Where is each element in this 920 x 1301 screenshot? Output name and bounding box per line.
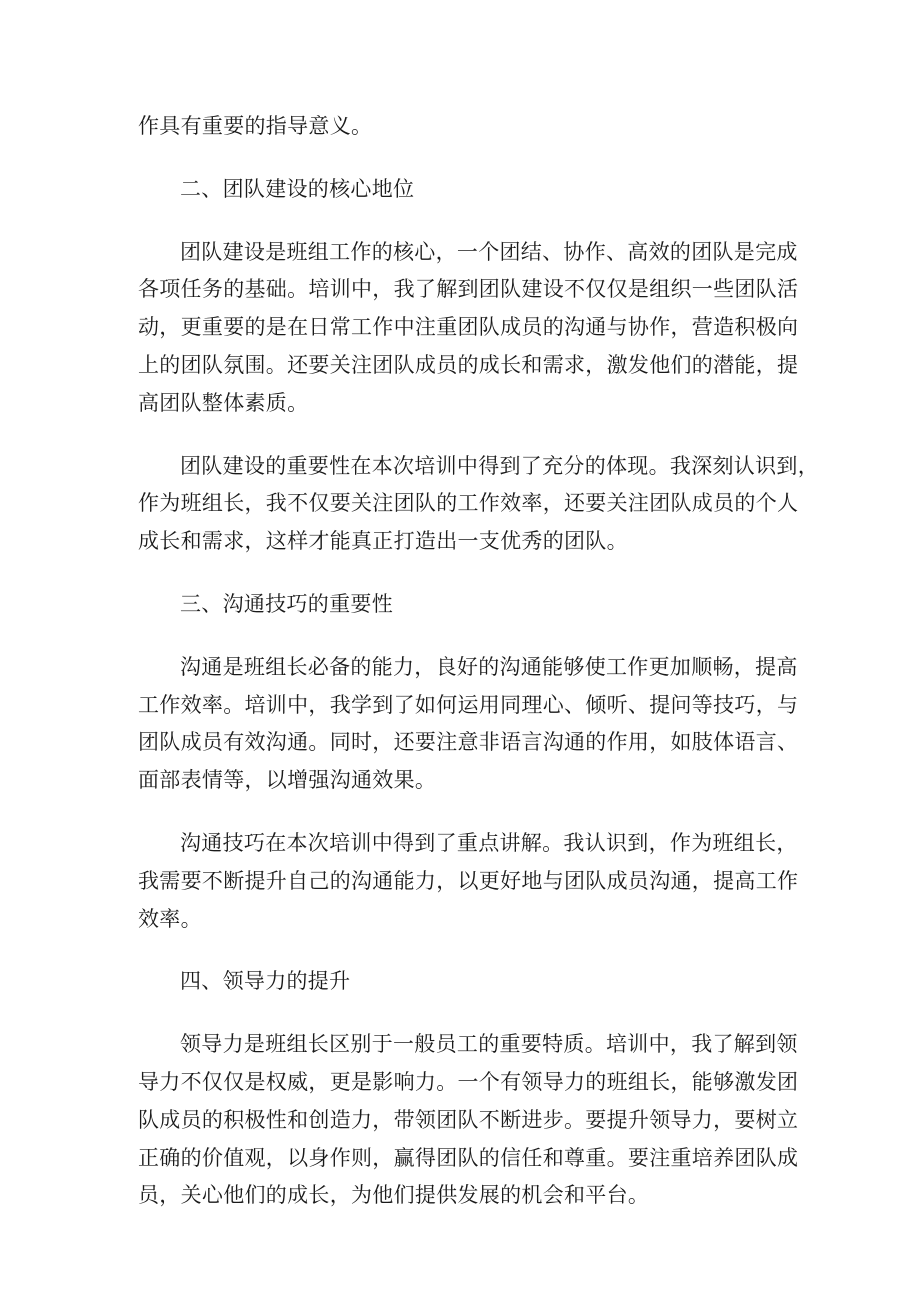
paragraph-line: 面部表情等，以增强沟通效果。 — [138, 768, 437, 793]
paragraph-line: 成长和需求，这样才能真正打造出一支优秀的团队。 — [138, 529, 628, 554]
paragraph-line: 团队建设是班组工作的核心，一个团结、协作、高效的团队是完成 — [180, 239, 798, 264]
section-heading-team-building: 二、团队建设的核心地位 — [180, 176, 415, 201]
paragraph-line: 沟通技巧在本次培训中得到了重点讲解。我认识到，作为班组长， — [180, 830, 798, 855]
paragraph-line: 团队建设的重要性在本次培训中得到了充分的体现。我深刻认识到， — [180, 453, 819, 478]
section-heading-communication: 三、沟通技巧的重要性 — [180, 591, 393, 616]
paragraph-line: 各项任务的基础。培训中，我了解到团队建设不仅仅是组织一些团队活 — [138, 277, 799, 302]
paragraph-line: 员，关心他们的成长，为他们提供发展的机会和平台。 — [138, 1183, 650, 1208]
paragraph-line: 我需要不断提升自己的沟通能力，以更好地与团队成员沟通，提高工作 — [138, 868, 799, 893]
paragraph-line: 沟通是班组长必备的能力，良好的沟通能够使工作更加顺畅，提高 — [180, 654, 798, 679]
paragraph-leadership-1 — [138, 1026, 799, 1215]
paragraph-team-building-2 — [138, 448, 819, 561]
continuation-line: 作具有重要的指导意义。 — [138, 114, 373, 138]
paragraph-communication-1 — [138, 649, 799, 800]
paragraph-line: 效率。 — [138, 906, 202, 931]
paragraph-line: 上的团队氛围。还要关注团队成员的成长和需求，激发他们的潜能，提 — [138, 352, 799, 377]
paragraph-line: 队成员的积极性和创造力，带领团队不断进步。要提升领导力，要树立 — [138, 1107, 799, 1132]
paragraph-line: 团队成员有效沟通。同时，还要注意非语言沟通的作用，如肢体语言、 — [138, 730, 799, 755]
paragraph-line: 作为班组长，我不仅要关注团队的工作效率，还要关注团队成员的个人 — [138, 491, 799, 516]
paragraph-line: 导力不仅仅是权威，更是影响力。一个有领导力的班组长，能够激发团 — [138, 1069, 799, 1094]
section-heading-leadership: 四、领导力的提升 — [180, 969, 351, 994]
paragraph-team-building-1 — [138, 234, 799, 423]
document-body — [138, 108, 819, 1215]
paragraph-line: 工作效率。培训中，我学到了如何运用同理心、倾听、提问等技巧，与 — [138, 692, 799, 717]
paragraph-communication-2 — [138, 825, 799, 938]
paragraph-line: 高团队整体素质。 — [138, 390, 309, 415]
paragraph-line: 正确的价值观，以身作则，赢得团队的信任和尊重。要注重培养团队成 — [138, 1145, 799, 1170]
paragraph-line: 动，更重要的是在日常工作中注重团队成员的沟通与协作，营造积极向 — [138, 315, 799, 340]
paragraph-line: 领导力是班组长区别于一般员工的重要特质。培训中，我了解到领 — [180, 1032, 798, 1057]
